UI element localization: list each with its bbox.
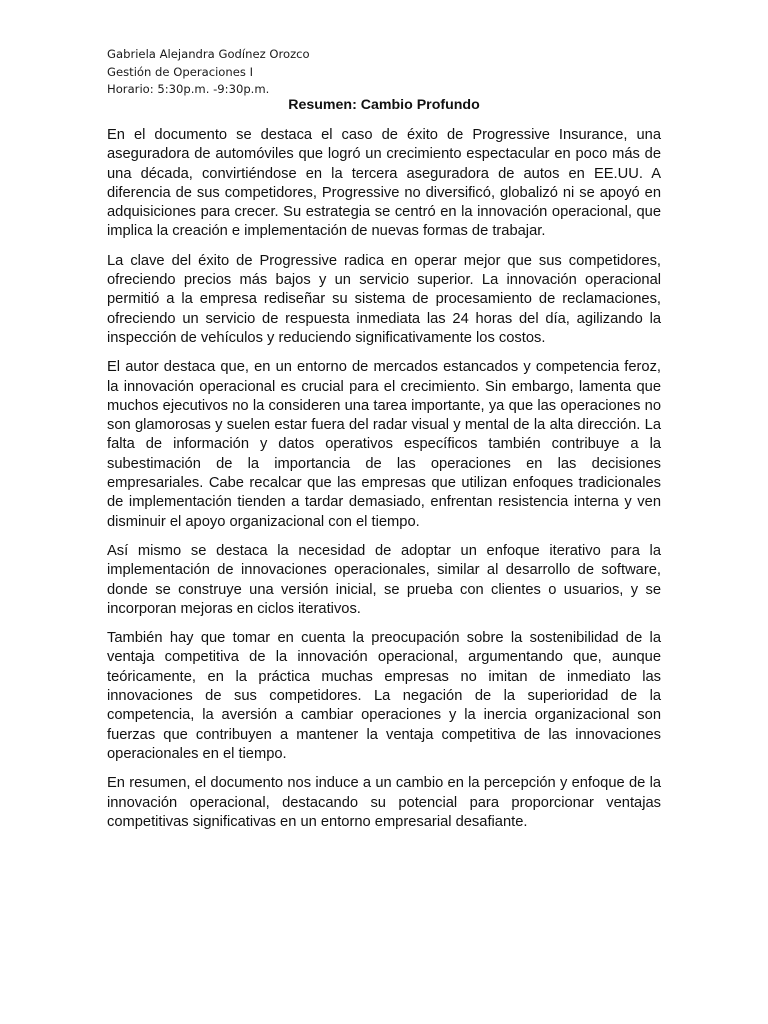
class-schedule: Horario: 5:30p.m. -9:30p.m. — [107, 82, 270, 96]
paragraph-3: El autor destaca que, en un entorno de mercados estancados y competencia feroz, la innovación operacional es crucial para el crecimiento. Sin embargo, lamenta que muchos ejecutivos no la consideren una tarea importante, ya que las operaciones no son glamorosas y suelen estar fuera del radar visual y mental de la alta dirección. La falta de información y datos operativos específicos también contribuye a la subestimación de la importancia de las operaciones en las decisiones empresariales. Cabe recalcar que las empresas que utilizan enfoques tradicionales de implementación tienden a tardar demasiado, enfrentan resistencia interna y ven disminuir el apoyo organizacional con el tiempo. — [107, 359, 661, 530]
document-body — [107, 126, 661, 842]
paragraph-5: También hay que tomar en cuenta la preocupación sobre la sostenibilidad de la ventaja competitiva de la innovación operacional, argumentando que, aunque teóricamente, en la práctica muchas empresas no imitan de inmediato las innovaciones de sus competidores. La negación de la superioridad de la competencia, la aversión a cambiar operaciones y la inercia organizacional son fuerzas que contribuyen a mantener la ventaja competitiva de las innovaciones operacionales en el tiempo. — [107, 630, 661, 762]
paragraph-2: La clave del éxito de Progressive radica en operar mejor que sus competidores, ofreciendo precios más bajos y un servicio superior. La innovación operacional permitió a la empresa rediseñar su sistema de procesamiento de reclamaciones, ofreciendo un servicio de respuesta inmediata las 24 horas del día, agilizando la inspección de vehículos y reduciendo significativamente los costos. — [107, 252, 661, 346]
course-name: Gestión de Operaciones I — [107, 64, 254, 79]
author-name: Gabriela Alejandra Godínez Orozco — [107, 47, 310, 61]
paragraph-4: Así mismo se destaca la necesidad de adoptar un enfoque iterativo para la implementación de innovaciones operacionales, similar al desarrollo de software, donde se construye una versión inicial, se prueba con clientes o usuarios, y se incorporan mejoras en ciclos iterativos. — [107, 542, 661, 617]
paragraph-1: En el documento se destaca el caso de éxito de Progressive Insurance, una aseguradora de automóviles que logró un crecimiento espectacular en poco más de una década, convirtiéndose en la tercera aseguradora de autos en EE.UU. A diferencia de sus competidores, Progressive no diversificó, globalizó ni se apoyó en adquisiciones para crecer. Su estrategia se centró en la innovación operacional, que implica la creación e implementación de nuevas formas de trabajar. — [107, 127, 661, 240]
paragraph-6: En resumen, el documento nos induce a un cambio en la percepción y enfoque de la innovación operacional, destacando su potencial para proporcionar ventajas competitivas significativas en un entorno empresarial desafiante. — [107, 775, 661, 830]
document-header — [107, 46, 667, 99]
document-title: Resumen: Cambio Profundo — [288, 97, 480, 113]
